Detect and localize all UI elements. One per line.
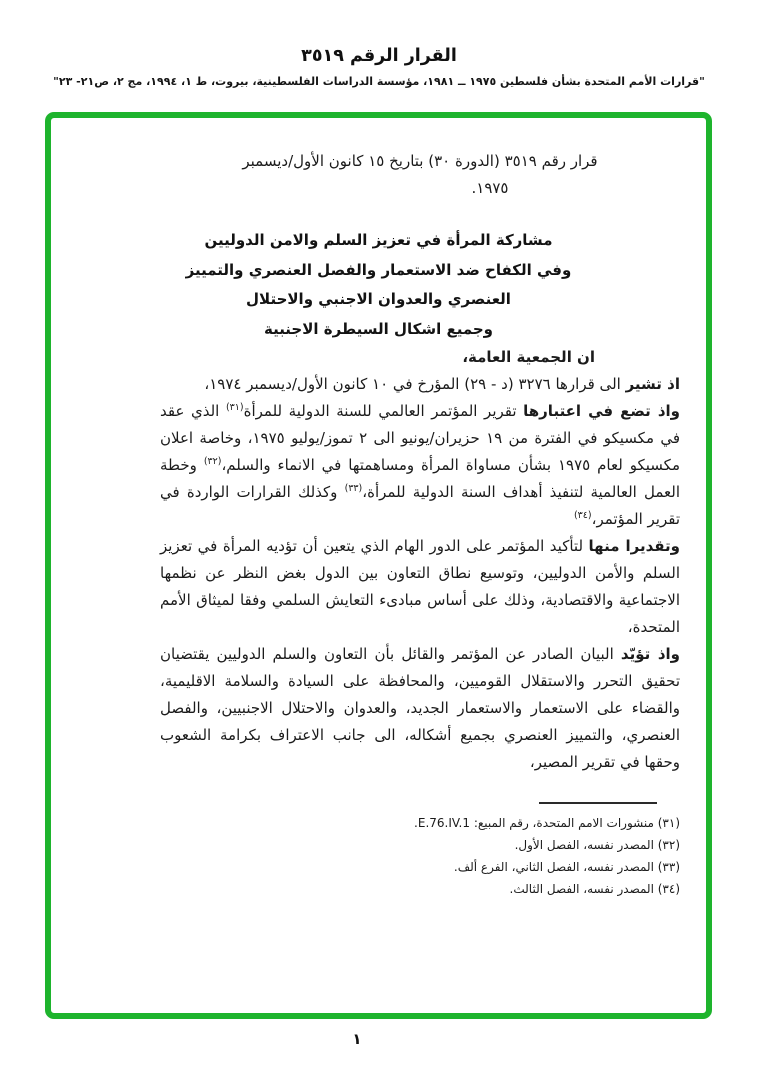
- paragraph-recalling: [160, 371, 680, 398]
- page-header: [0, 0, 758, 88]
- footnote-ref-31: (٣١): [225, 402, 244, 413]
- resolution-intro-line1: قرار رقم ٣٥١٩ (الدورة ٣٠) بتاريخ ١٥ كانون الأول/ديسمبر: [242, 152, 598, 170]
- paragraph-lead: واذ تضع في اعتبارها: [523, 402, 680, 420]
- page-subtitle: "قرارات الأمم المتحدة بشأن فلسطين ١٩٧٥ ــ ١٩٨١، مؤسسة الدراسات الفلسطينية، بيروت، ط ١، ١٩٩٤، مج ٢، ص٢١- ٢٣": [53, 75, 705, 88]
- resolution-title-line: وجميع اشكال السيطرة الاجنبية: [263, 319, 494, 338]
- resolution-title-line: العنصري والعدوان الاجنبي والاحتلال: [246, 290, 511, 308]
- paragraph-endorsing: [160, 641, 680, 776]
- resolution-intro-year: ١٩٧٥.: [471, 179, 509, 197]
- page-number: ١: [352, 1030, 362, 1048]
- paragraph-lead: اذ تشير: [625, 375, 680, 393]
- footnotes: [160, 812, 680, 900]
- paragraph-text: وخطة العمل العالمية لتنفيذ أهداف السنة الدولية للمرأة،: [160, 456, 680, 501]
- resolution-body: [160, 344, 680, 900]
- footnote-ref-33: (٣٣): [344, 483, 363, 494]
- document-frame: [45, 112, 712, 1019]
- footnote-ref-34: (٣٤): [573, 510, 592, 521]
- paragraph-text: الذي عقد في مكسيكو في الفترة من ١٩ حزيران/يونيو الى ٢ تموز/يوليو ١٩٧٥، وخاصة اعلان مكسيكو لعام ١٩٧٥ بشأن مساواة المرأة ومساهمتها في الانماء والسلم،: [160, 402, 681, 474]
- paragraph-text: الى قرارها ٣٢٧٦ (د - ٢٩) المؤرخ في ١٠ كانون الأول/ديسمبر ١٩٧٤،: [204, 375, 626, 393]
- footnote-ref-32: (٣٢): [203, 456, 222, 467]
- footnote-item: (٣٢) المصدر نفسه، الفصل الأول.: [514, 838, 680, 852]
- resolution-intro: [160, 148, 680, 202]
- footnote-item: (٣٣) المصدر نفسه، الفصل الثاني، الفرع ألف.: [453, 860, 680, 874]
- paragraph-text: وكذلك القرارات الواردة في تقرير المؤتمر،: [160, 483, 680, 528]
- assembly-salutation: ان الجمعية العامة،: [462, 348, 595, 366]
- footnote-item: (٣٤) المصدر نفسه، الفصل الثالث.: [509, 882, 680, 896]
- footnote-divider: [539, 802, 657, 804]
- paragraph-considering: [160, 398, 680, 533]
- paragraph-text: لتأكيد المؤتمر على الدور الهام الذي يتعين أن تؤديه المرأة في تعزيز السلم والأمن الدوليين، وتوسيع نطاق التعاون بين الدول بغض النظر عن نظمها الاجتماعية والاقتصادية، وذلك على أساس مبادىء التعايش السلمي وفقا لميثاق الأمم المتحدة،: [160, 537, 680, 636]
- paragraph-lead: واذ تؤيّد: [620, 645, 680, 663]
- paragraph-appreciation: [160, 533, 680, 641]
- paragraph-text: تقرير المؤتمر العالمي للسنة الدولية للمرأة: [243, 402, 524, 420]
- resolution-title: [51, 226, 706, 344]
- footnote-item: (٣١) منشورات الامم المتحدة، رقم المبيع: E.76.IV.1.: [414, 816, 680, 830]
- resolution-title-line: مشاركة المرأة في تعزيز السلم والامن الدوليين: [204, 231, 553, 249]
- paragraph-text: البيان الصادر عن المؤتمر والقائل بأن التعاون والسلم الدوليين يقتضيان تحقيق التحرر والاستقلال القوميين، والمحافظة على السيادة والسلامة الاقليمية، والقضاء على الاستعمار والاستعمار الجديد، والعدوان والاحتلال الاجنبيين، والفصل العنصري، والتمييز العنصري بجميع أشكاله، الى جانب الاعتراف بكرامة الشعوب وحقها في تقرير المصير،: [160, 645, 680, 771]
- resolution-title-line: وفي الكفاح ضد الاستعمار والفصل العنصري والتمييز: [185, 260, 572, 279]
- paragraph-lead: وتقديرا منها: [588, 537, 680, 555]
- page-title: القرار الرقم ٣٥١٩: [301, 46, 457, 66]
